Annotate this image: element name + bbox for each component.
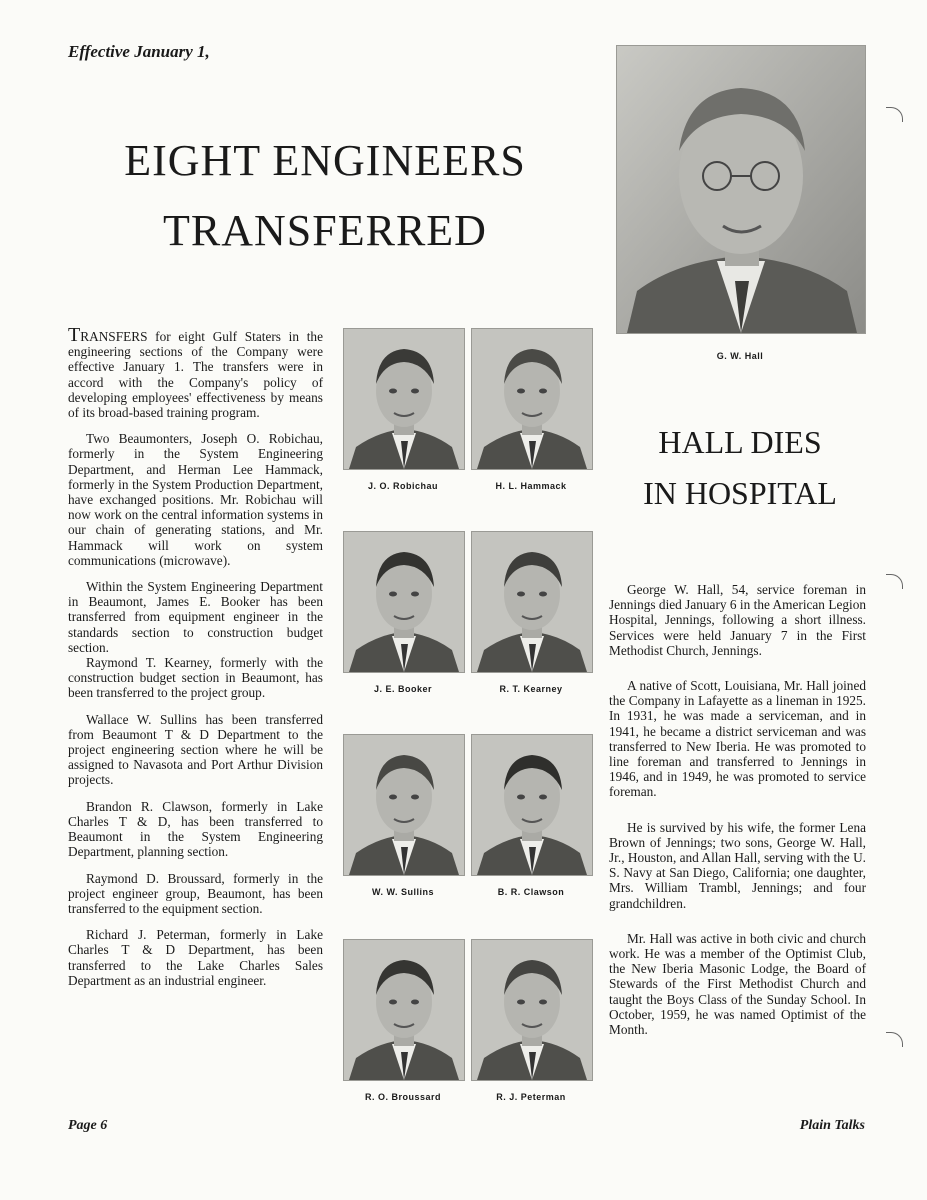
headline-line-1: EIGHT ENGINEERS [124, 136, 526, 185]
obituary-headline-line-1: HALL DIES [658, 424, 822, 460]
portrait-caption: R. T. Kearney [499, 684, 563, 694]
portrait-photo [343, 939, 465, 1081]
paragraph: He is survived by his wife, the former Lena Brown of Jennings; two sons, George W. Hall, Jr., Houston, and Allan Hall, serving with the U. S. Navy at San Diego, California; one daughter, Mrs. William Trambl, Jennings; and four grandchildren. [609, 819, 866, 911]
portrait-photo [471, 939, 593, 1081]
obituary-headline-line-2: IN HOSPITAL [643, 475, 837, 511]
portrait-photo [343, 531, 465, 673]
portrait-caption: R. O. Broussard [364, 1092, 441, 1102]
portrait-caption: J. E. Booker [373, 684, 433, 694]
article-obituary-body [609, 582, 866, 1048]
paragraph: Raymond T. Kearney, formerly with the construction budget section in Beaumont, has been transferred to the project group. [68, 655, 323, 701]
portrait-caption: R. J. Peterman [496, 1092, 566, 1102]
paragraph: Raymond D. Broussard, formerly in the project engineer group, Beaumont, has been transferred to the equipment section. [68, 870, 323, 916]
headline-line-2: TRANSFERRED [163, 206, 487, 255]
paragraph: Brandon R. Clawson, formerly in Lake Charles T & D, has been transferred to Beaumont in the System Engineering Department, planning section. [68, 798, 323, 860]
portrait-photo [471, 531, 593, 673]
portrait-caption: W. W. Sullins [371, 887, 434, 897]
binding-mark [886, 574, 903, 589]
portrait-caption: B. R. Clawson [497, 887, 565, 897]
binding-mark [886, 107, 903, 122]
portrait-photo [343, 328, 465, 470]
paragraph: Richard J. Peterman, formerly in Lake Charles T & D Department, has been transferred to the Lake Charles Sales Department as an industrial engineer. [68, 927, 323, 988]
paragraph: Wallace W. Sullins has been transferred from Beaumont T & D Department to the project engineering section where he will be assigned to Navasota and Port Arthur Division projects. [68, 711, 323, 788]
paragraph: A native of Scott, Louisiana, Mr. Hall joined the Company in Lafayette as a lineman in 1925. In 1931, he was made a serviceman, and in 1941, he became a district serviceman and was transferred to New Iberia. He was promoted to line foreman and transferred to Jennings in 1946, and in 1949, he was promoted to service foreman. [609, 678, 866, 800]
portrait-photo-hall [616, 45, 866, 334]
page-number: Page 6 [68, 1118, 108, 1133]
paragraph: Mr. Hall was active in both civic and church work. He was a member of the Optimist Club, the New Iberia Masonic Lodge, the Board of Stewards of the First Methodist Church and taught the Boys Class of the Sunday School. In October, 1959, he was named Optimist of the Month. [609, 930, 866, 1038]
binding-mark [886, 1032, 903, 1047]
paragraph: Within the System Engineering Department in Beaumont, James E. Booker has been transferred from equipment engineer in the standards section to construction budget section. [68, 579, 323, 655]
portrait-caption: H. L. Hammack [495, 481, 567, 491]
portrait-photo [343, 734, 465, 876]
paragraph: TRANSFERS for eight Gulf Staters in the engineering sections of the Company were effective January 1. The transfers were in accord with the Company's policy of developing employees' effectiveness by means of its broad-based training program. [68, 324, 323, 421]
portrait-photo [471, 734, 593, 876]
article-transfers-body [68, 324, 323, 999]
drop-letter: T [68, 324, 81, 346]
paragraph: Two Beaumonters, Joseph O. Robichau, formerly in the System Engineering Department, and Herman Lee Hammack, formerly in the System Production Department, have exchanged positions. Mr. Robichau will now work on the central information systems in our chain of generating stations, and Mr. Hammack will work on system communications (microwave). [68, 431, 323, 568]
portrait-caption-hall: G. W. Hall [716, 351, 764, 361]
portrait-caption: J. O. Robichau [367, 481, 438, 491]
issue-tagline: Effective January 1, [68, 42, 210, 61]
paragraph: George W. Hall, 54, service foreman in Jennings died January 6 in the American Legion Hospital, Jennings, following a short illness. Services were held January 7 in the First Methodist Church, Jennings. [609, 582, 866, 658]
portrait-photo [471, 328, 593, 470]
publication-name: Plain Talks [799, 1118, 865, 1133]
